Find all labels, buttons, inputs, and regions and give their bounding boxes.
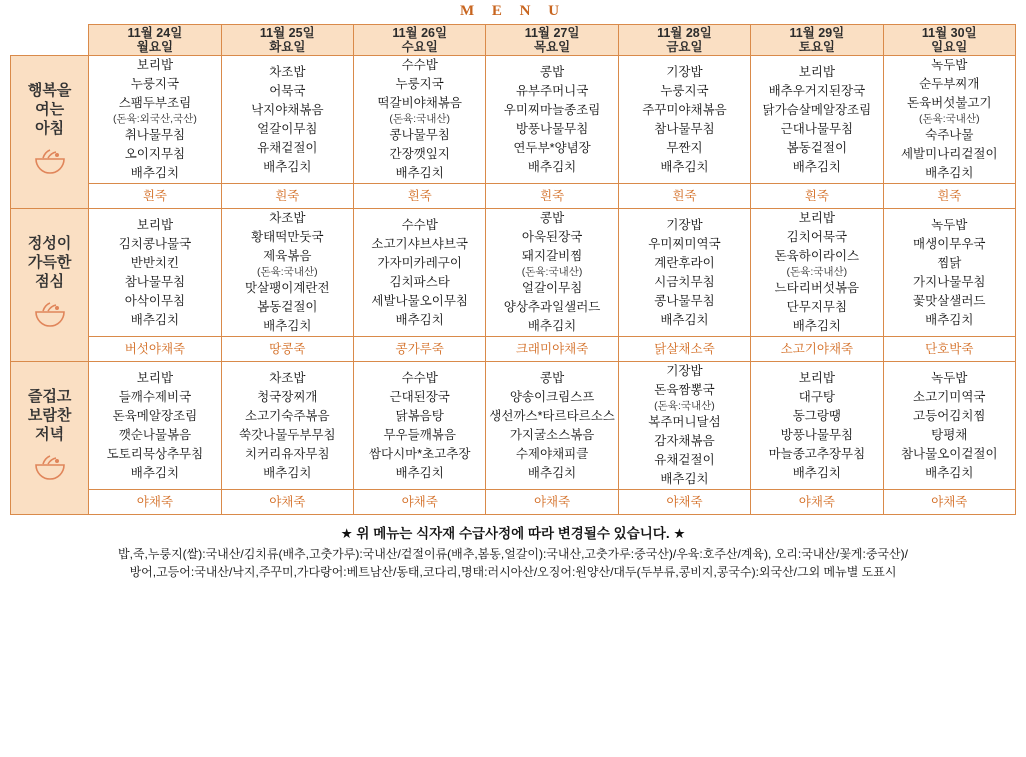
dish-item: 소고기샤브샤브국 (371, 236, 468, 251)
dish-item: 느타리버섯볶음 (774, 281, 860, 295)
porridge-cell-m1-d3: 흰죽 (354, 184, 486, 209)
dish-item: 보리밥 (136, 370, 174, 385)
header-date: 11월 26일 (392, 26, 448, 40)
porridge-cell-m2-d1: 버섯야채죽 (89, 337, 221, 362)
dish-item: 보리밥 (136, 58, 174, 72)
dish-item: 돈육하이라이스 (774, 249, 860, 263)
menu-cell-m3-d4 (486, 362, 618, 490)
dish-item: 근대나물무침 (780, 121, 854, 136)
table-header-row (11, 25, 1016, 56)
menu-cell-m1-d1 (89, 56, 221, 184)
porridge-cell-m1-d5: 흰죽 (618, 184, 750, 209)
dish-item: 대구탕 (798, 389, 835, 404)
dish-item: 들깨수제비국 (118, 389, 192, 404)
dish-item: 녹두밥 (931, 370, 968, 385)
porridge-row-1 (11, 184, 1016, 209)
porridge-cell-m3-d7: 야채죽 (883, 490, 1015, 515)
meal-label-line: 저녁 (35, 426, 65, 443)
dish-item: 보리밥 (798, 370, 835, 385)
porridge-cell-m2-d7: 단호박죽 (883, 337, 1015, 362)
dish-item: 떡갈비야채볶음 (377, 96, 462, 110)
dish-item: 봄동겉절이 (786, 140, 848, 155)
dish-origin-note: (돈육:국내산) (256, 266, 318, 278)
dish-item: 차조밥 (269, 370, 306, 385)
porridge-cell-m1-d2: 흰죽 (221, 184, 353, 209)
dish-item: 제육볶음 (263, 249, 312, 263)
header-weekday: 일요일 (931, 40, 968, 54)
menu-cell-m1-d2 (221, 56, 353, 184)
dish-item: 유채겉절이 (257, 140, 318, 155)
meal-label-line: 여는 (35, 101, 65, 118)
dish-item: 닭볶음탕 (395, 408, 444, 423)
dish-item: 반반치킨 (130, 255, 180, 270)
menu-cell-m2-d7 (883, 209, 1015, 337)
dish-item: 수제야채피클 (515, 446, 589, 461)
page-title: M E N U (459, 3, 567, 19)
dish-item: 수수밥 (401, 370, 438, 385)
dish-item: 배추김치 (925, 312, 974, 327)
header-weekday: 수요일 (401, 40, 438, 54)
dish-item: 소고기미역국 (913, 389, 986, 404)
porridge-row-2 (11, 337, 1016, 362)
dish-item: 매생이무우국 (913, 236, 986, 251)
rice-bowl-icon (33, 299, 67, 329)
meal-label-line: 즐겁고 (27, 388, 72, 405)
dish-item: 콩밥 (540, 211, 565, 225)
dish-item: 근대된장국 (389, 389, 450, 404)
porridge-cell-m3-d6: 야채죽 (751, 490, 883, 515)
header-weekday: 금요일 (666, 40, 703, 54)
dish-item: 청국장찌개 (257, 389, 318, 404)
dish-origin-note: (돈육:국내산) (654, 400, 715, 412)
dish-item: 콩나물무침 (389, 128, 450, 142)
footnote-line-2: 방어,고등어:국내산/낙지,주꾸미,가다랑어:베트남산/동태,코다리,명태:러시아산/오징어:원양산/대두(두부류,콩비지,콩국수):외국산/그외 메뉴별 도표시 (129, 565, 897, 579)
header-weekday: 토요일 (798, 40, 835, 54)
menu-cell-m2-d5 (618, 209, 750, 337)
dish-item: 배추김치 (660, 159, 709, 174)
meal-label-text (11, 81, 88, 138)
porridge-cell-m2-d3: 콩가루죽 (354, 337, 486, 362)
dish-item: 세발미나리겉절이 (900, 147, 998, 161)
meal-row-2 (11, 209, 1016, 337)
dish-item: 누룽지국 (130, 77, 180, 91)
dish-origin-note: (돈육:국내산) (521, 266, 583, 278)
porridge-cell-m2-d4: 크래미야채죽 (486, 337, 618, 362)
dish-item: 배추김치 (792, 159, 842, 174)
menu-cell-m3-d7 (883, 362, 1015, 490)
porridge-cell-m2-d2: 땅콩죽 (221, 337, 353, 362)
dish-item: 배추김치 (130, 166, 180, 180)
dish-item: 순두부찌개 (919, 77, 980, 91)
dish-item: 콩나물무침 (654, 293, 715, 308)
dish-item: 배추김치 (527, 159, 577, 174)
dish-item: 배추김치 (792, 465, 842, 480)
menu-cell-m1-d5 (618, 56, 750, 184)
dish-origin-note: (돈육:외국산,국산) (112, 113, 197, 125)
dish-item: 아욱된장국 (521, 230, 583, 244)
dish-item: 배추김치 (925, 166, 974, 180)
dish-item: 배추김치 (792, 319, 842, 333)
dish-item: 쑥갓나물두부무침 (239, 427, 336, 442)
porridge-cell-m3-d3: 야채죽 (354, 490, 486, 515)
dish-item: 누룽지국 (395, 77, 444, 91)
dish-item: 수수밥 (401, 58, 438, 72)
footnote-line-1: 밥,죽,누룽지(쌀):국내산/김치류(배추,고춧가루):국내산/겉절이류(배추,봄동,얼갈이):국내산,고춧가루:중국산)/우육:호주산/계육), 오리:국내산/꽃게:중국산)/ (118, 547, 908, 561)
dish-item: 돼지갈비찜 (521, 249, 583, 263)
dish-item: 가지굴소스볶음 (509, 427, 595, 442)
dish-item: 배추김치 (263, 159, 312, 174)
menu-cell-m1-d3 (354, 56, 486, 184)
dish-item: 배추김치 (130, 465, 180, 480)
dish-item: 양송이크림스프 (509, 389, 595, 404)
dish-item: 계란후라이 (654, 255, 715, 270)
dish-item: 탕평채 (931, 427, 968, 442)
dish-item: 가지나물무침 (913, 274, 986, 289)
dish-item: 동그랑땡 (792, 408, 842, 423)
dish-item: 배추김치 (263, 465, 312, 480)
dish-origin-note: (돈육:국내산) (786, 266, 848, 278)
dish-item: 감자채볶음 (654, 434, 715, 448)
dish-item: 생선까스*타르타르소스 (489, 408, 615, 423)
dish-item: 취나물무침 (124, 128, 186, 142)
dish-item: 콩밥 (540, 370, 565, 385)
dish-item: 방풍나물무침 (780, 427, 854, 442)
column-header-day-4 (486, 25, 618, 56)
porridge-cell-m2-d5: 닭살채소죽 (618, 337, 750, 362)
menu-cell-m1-d7 (883, 56, 1015, 184)
rice-bowl-icon (33, 452, 67, 482)
meal-label-line: 점심 (35, 273, 65, 290)
dish-item: 황태떡만둣국 (251, 230, 324, 244)
dish-item: 꽃맛살샐러드 (913, 293, 986, 308)
header-weekday: 목요일 (533, 40, 571, 54)
notice-text: ★ 위 메뉴는 식자재 수급사정에 따라 변경될수 있습니다. ★ (340, 526, 686, 541)
dish-item: 배추김치 (925, 465, 974, 480)
dish-item: 배추김치 (527, 319, 577, 333)
column-header-day-6 (751, 25, 883, 56)
menu-cell-m2-d6 (751, 209, 883, 337)
dish-item: 맛살팽이계란전 (245, 281, 330, 295)
menu-cell-m2-d2 (221, 209, 353, 337)
header-date: 11월 24일 (127, 26, 183, 40)
header-weekday: 월요일 (136, 40, 174, 54)
rice-bowl-icon (11, 146, 88, 181)
dish-item: 기장밥 (666, 364, 703, 378)
dish-item: 우미찌미역국 (648, 236, 721, 251)
dish-item: 김치콩나물국 (118, 236, 192, 251)
meal-label-line: 보람찬 (27, 407, 72, 424)
dish-item: 복주머니달섬 (648, 415, 721, 429)
dish-item: 김치어묵국 (786, 230, 848, 244)
column-header-day-3 (354, 25, 486, 56)
dish-item: 배추김치 (263, 319, 312, 333)
column-header-day-1 (89, 25, 221, 56)
dish-origin-note: (돈육:국내산) (389, 113, 451, 125)
dish-item: 세발나물오이무침 (371, 293, 468, 308)
dish-item: 보리밥 (798, 211, 835, 225)
dish-item: 돈육짬뽕국 (654, 383, 715, 397)
meal-label-text (11, 387, 88, 444)
dish-item: 배추우거지된장국 (768, 83, 866, 98)
dish-item: 차조밥 (269, 211, 306, 225)
meal-row-3 (11, 362, 1016, 490)
menu-cell-m2-d3 (354, 209, 486, 337)
porridge-cell-m1-d4: 흰죽 (486, 184, 618, 209)
dish-item: 닭가슴살메알장조림 (762, 102, 872, 117)
dish-item: 아삭이무침 (124, 293, 186, 308)
dish-item: 주꾸미야채볶음 (642, 102, 727, 117)
dish-item: 스팸두부조림 (118, 96, 192, 110)
weekly-menu-table (10, 24, 1016, 515)
porridge-cell-m1-d1: 흰죽 (89, 184, 221, 209)
dish-item: 유채겉절이 (654, 453, 715, 467)
menu-cell-m3-d3 (354, 362, 486, 490)
meal-row-1 (11, 56, 1016, 184)
dish-item: 참나물무침 (654, 121, 715, 136)
meal-label-text (11, 234, 88, 291)
dish-item: 배추김치 (395, 166, 444, 180)
dish-item: 봄동겉절이 (257, 300, 318, 314)
dish-item: 배추김치 (130, 312, 180, 327)
header-date: 11월 27일 (524, 26, 580, 40)
dish-item: 오이지무침 (124, 147, 186, 161)
corner-cell (11, 25, 89, 56)
meal-label-cell-1 (11, 56, 89, 209)
dish-item: 양상추과일샐러드 (503, 300, 601, 314)
dish-item: 방풍나물무침 (515, 121, 589, 136)
meal-label-line: 정성이 (27, 235, 72, 252)
meal-label-line: 가득한 (27, 254, 72, 271)
dish-item: 어묵국 (269, 83, 306, 98)
header-date: 11월 29일 (789, 26, 845, 40)
menu-cell-m2-d4 (486, 209, 618, 337)
header-date: 11월 28일 (657, 26, 712, 40)
rice-bowl-icon (11, 299, 88, 334)
porridge-cell-m3-d1: 야채죽 (89, 490, 221, 515)
menu-cell-m3-d2 (221, 362, 353, 490)
rice-bowl-icon (11, 452, 88, 487)
dish-item: 수수밥 (401, 217, 438, 232)
dish-item: 배추김치 (527, 465, 577, 480)
dish-item: 배추김치 (395, 465, 444, 480)
dish-item: 우미찌마늘종조림 (503, 102, 601, 117)
column-header-day-7 (883, 25, 1015, 56)
porridge-cell-m1-d6: 흰죽 (751, 184, 883, 209)
menu-cell-m3-d5 (618, 362, 750, 490)
menu-cell-m1-d6 (751, 56, 883, 184)
header-weekday: 화요일 (269, 40, 306, 54)
dish-item: 단무지무침 (786, 300, 848, 314)
meal-label-cell-3 (11, 362, 89, 515)
dish-item: 참나물무침 (124, 274, 186, 289)
dish-item: 얼갈이무침 (521, 281, 583, 295)
menu-cell-m3-d1 (89, 362, 221, 490)
dish-item: 참나물오이겉절이 (900, 446, 998, 461)
dish-item: 낙지야채볶음 (251, 102, 324, 117)
dish-item: 보리밥 (136, 217, 174, 232)
dish-item: 쌈다시마*초고추장 (368, 446, 471, 461)
dish-item: 고등어김치찜 (913, 408, 986, 423)
dish-item: 숙주나물 (925, 128, 974, 142)
menu-cell-m2-d1 (89, 209, 221, 337)
dish-item: 깻순나물볶음 (118, 427, 192, 442)
porridge-cell-m1-d7: 흰죽 (883, 184, 1015, 209)
porridge-cell-m3-d5: 야채죽 (618, 490, 750, 515)
meal-label-line: 행복을 (27, 82, 72, 99)
porridge-cell-m3-d4: 야채죽 (486, 490, 618, 515)
dish-item: 연두부*양념장 (513, 140, 591, 155)
dish-item: 돈육버섯불고기 (907, 96, 992, 110)
dish-item: 간장깻잎지 (389, 147, 450, 161)
dish-item: 배추김치 (660, 312, 709, 327)
dish-item: 가자미카레구이 (377, 255, 462, 270)
meal-label-cell-2 (11, 209, 89, 362)
header-date: 11월 25일 (259, 26, 315, 40)
column-header-day-5 (618, 25, 750, 56)
dish-item: 누룽지국 (660, 83, 709, 98)
column-header-day-2 (221, 25, 353, 56)
dish-item: 보리밥 (798, 64, 835, 79)
dish-item: 시금치무침 (654, 274, 715, 289)
dish-origin-note: (돈육:국내산) (918, 113, 980, 125)
dish-item: 도토리묵상추무침 (106, 446, 204, 461)
dish-item: 찜닭 (937, 255, 962, 270)
porridge-cell-m3-d2: 야채죽 (221, 490, 353, 515)
menu-cell-m1-d4 (486, 56, 618, 184)
dish-item: 기장밥 (666, 64, 703, 79)
dish-item: 무짠지 (666, 140, 703, 155)
dish-item: 녹두밥 (931, 217, 968, 232)
dish-item: 돈육메알장조림 (112, 408, 198, 423)
dish-item: 배추김치 (660, 472, 709, 486)
dish-item: 마늘종고추장무침 (768, 446, 866, 461)
meal-label-line: 아침 (35, 120, 65, 137)
rice-bowl-icon (33, 146, 67, 176)
dish-item: 치커리유자무침 (245, 446, 330, 461)
dish-item: 소고기숙주볶음 (245, 408, 330, 423)
porridge-cell-m2-d6: 소고기야채죽 (751, 337, 883, 362)
dish-item: 차조밥 (269, 64, 306, 79)
dish-item: 무우들깨볶음 (383, 427, 456, 442)
dish-item: 기장밥 (666, 217, 703, 232)
dish-item: 얼갈이무침 (257, 121, 318, 136)
dish-item: 콩밥 (540, 64, 565, 79)
menu-cell-m3-d6 (751, 362, 883, 490)
porridge-row-3 (11, 490, 1016, 515)
header-date: 11월 30일 (921, 26, 977, 40)
dish-item: 유부주머니국 (515, 83, 589, 98)
dish-item: 배추김치 (395, 312, 444, 327)
dish-item: 김치파스타 (389, 274, 450, 289)
dish-item: 녹두밥 (931, 58, 968, 72)
